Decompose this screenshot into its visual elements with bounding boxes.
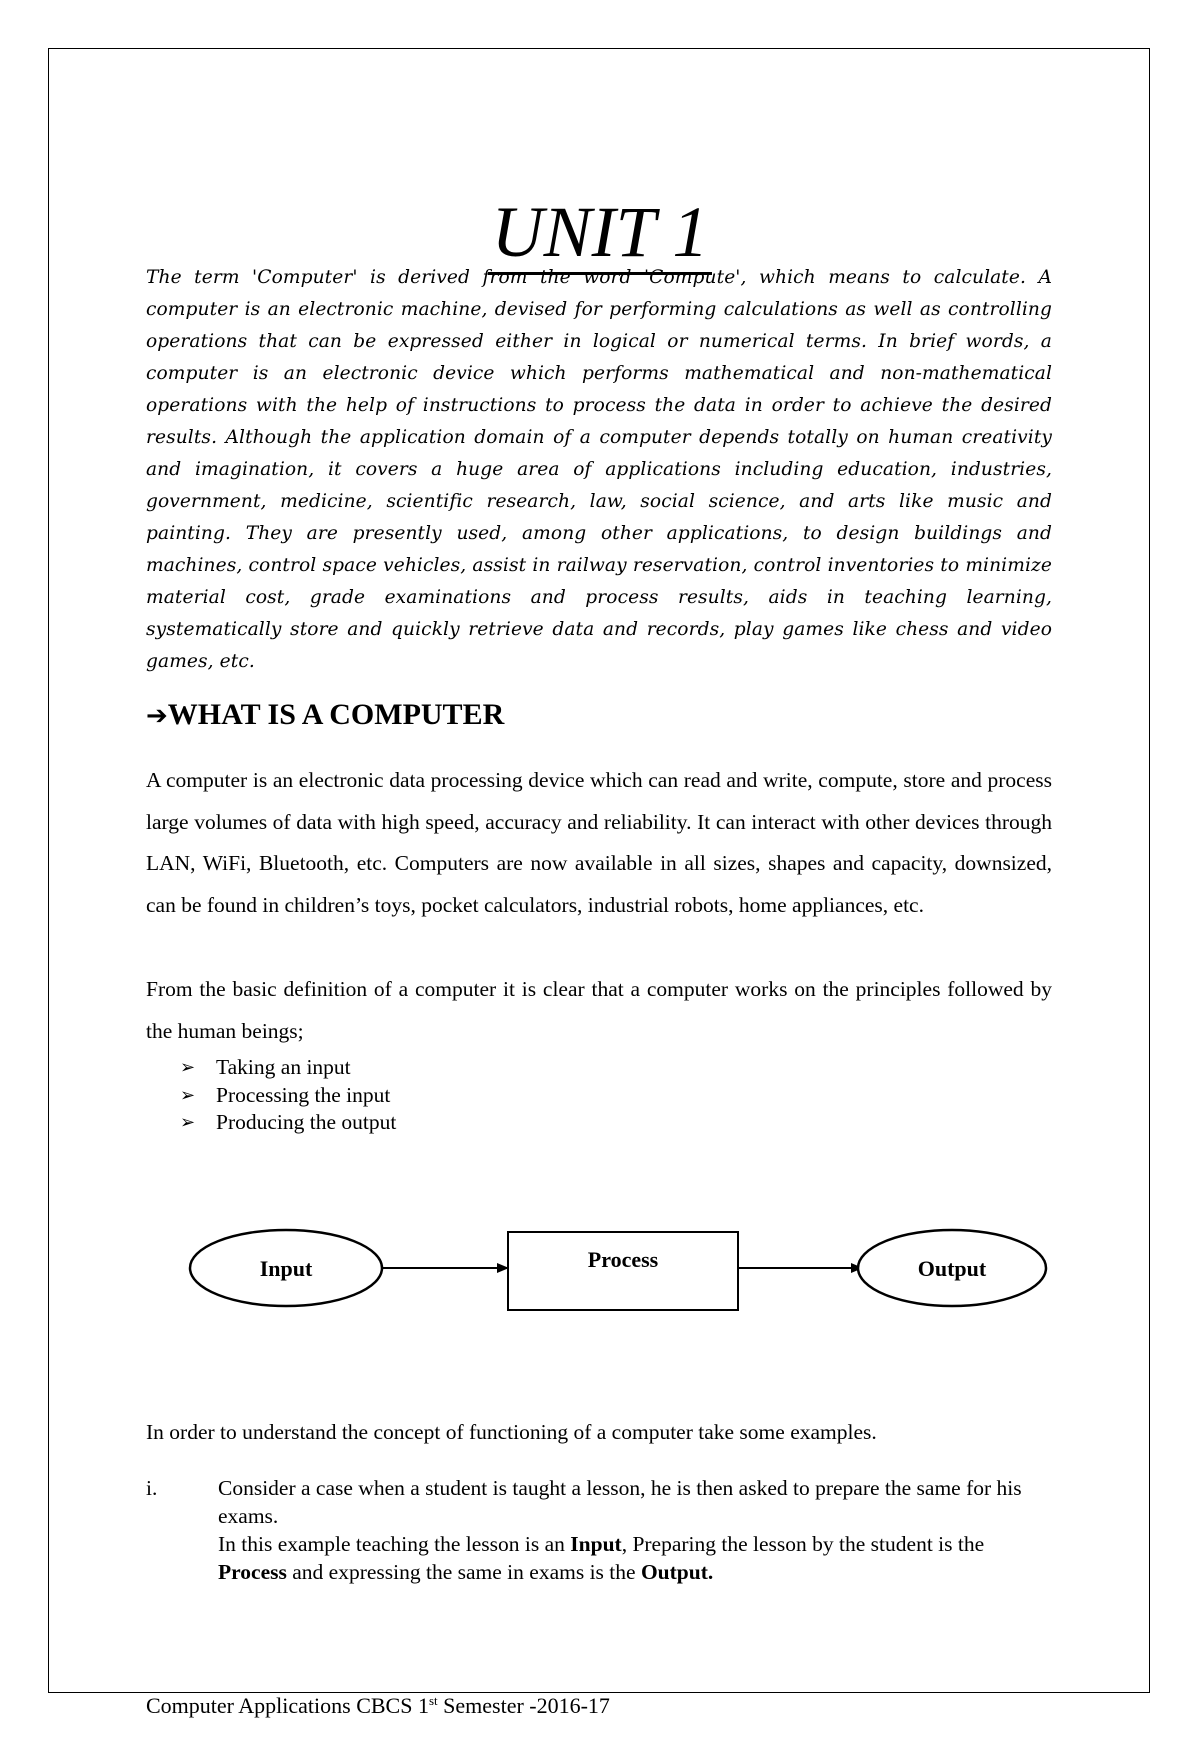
list-item: ➢ Taking an input (178, 1054, 396, 1082)
output-node-label: Output (917, 1256, 987, 1281)
section-heading (146, 700, 504, 730)
process-node-label: Process (587, 1247, 659, 1272)
example-explanation: In this example teaching the lesson is an Input, Preparing the lesson by the student is the Process and expressing the same in exams is the Output. (218, 1532, 985, 1584)
example-number: i. (146, 1476, 158, 1500)
page-footer: Computer Applications CBCS 1st Semester -2016-17 (146, 1693, 610, 1718)
examples-intro-paragraph: In order to understand the concept of functioning of a computer take some examples. (146, 1420, 877, 1444)
input-term: Input (570, 1532, 622, 1556)
list-item: ➢ Processing the input (178, 1082, 396, 1110)
bullet-arrow-icon: ➢ (180, 1112, 196, 1133)
process-term: Process (218, 1560, 287, 1584)
page-title-text: UNIT 1 (488, 196, 713, 275)
example-item (146, 1474, 1052, 1586)
intro-paragraph: The term 'Computer' is derived from the word 'Compute', which means to calculate. A computer is an electronic machine, devised for performing calculations as well as controlling operations that can be expressed either in logical or numerical terms. In brief words, a computer is an electronic device which performs mathematical and non-mathematical operations with the help of instructions to process the data in order to achieve the desired results. Although the application domain of a computer depends totally on human creativity and imagination, it covers a huge area of applications including education, industries, government, medicine, scientific research, law, social science, and arts like music and painting. They are presently used, among other applications, to design buildings and machines, control space vehicles, assist in railway reservation, control inventories to minimize material cost, grade examinations and process results, aids in teaching learning, systematically store and quickly retrieve data and records, play games like chess and video games, etc. (146, 267, 1052, 672)
bullet-arrow-icon: ➢ (180, 1057, 196, 1078)
input-node-label: Input (259, 1256, 313, 1281)
definition-paragraph: A computer is an electronic data processing device which can read and write, compute, store and process large volumes of data with high speed, accuracy and reliability. It can interact with other devices through LAN, WiFi, Bluetooth, etc. Computers are now available in all sizes, shapes and capacity, downsized, can be found in children’s toys, pocket calculators, industrial robots, home appliances, etc. (146, 768, 1052, 917)
output-term: Output. (640, 1560, 714, 1584)
section-heading-text: WHAT IS A COMPUTER (167, 698, 505, 731)
right-arrow-icon: ➔ (146, 701, 168, 731)
list-item: ➢ Producing the output (178, 1109, 396, 1137)
bullet-arrow-icon: ➢ (180, 1084, 196, 1106)
input-process-output-diagram (180, 1222, 1060, 1332)
example-scenario: Consider a case when a student is taught a lesson, he is then asked to prepare the same for his exams. (218, 1476, 1022, 1528)
principles-intro-paragraph: From the basic definition of a computer it is clear that a computer works on the principles followed by the human beings; (146, 977, 1052, 1043)
example-content (218, 1474, 1052, 1586)
principles-list (178, 1054, 396, 1137)
